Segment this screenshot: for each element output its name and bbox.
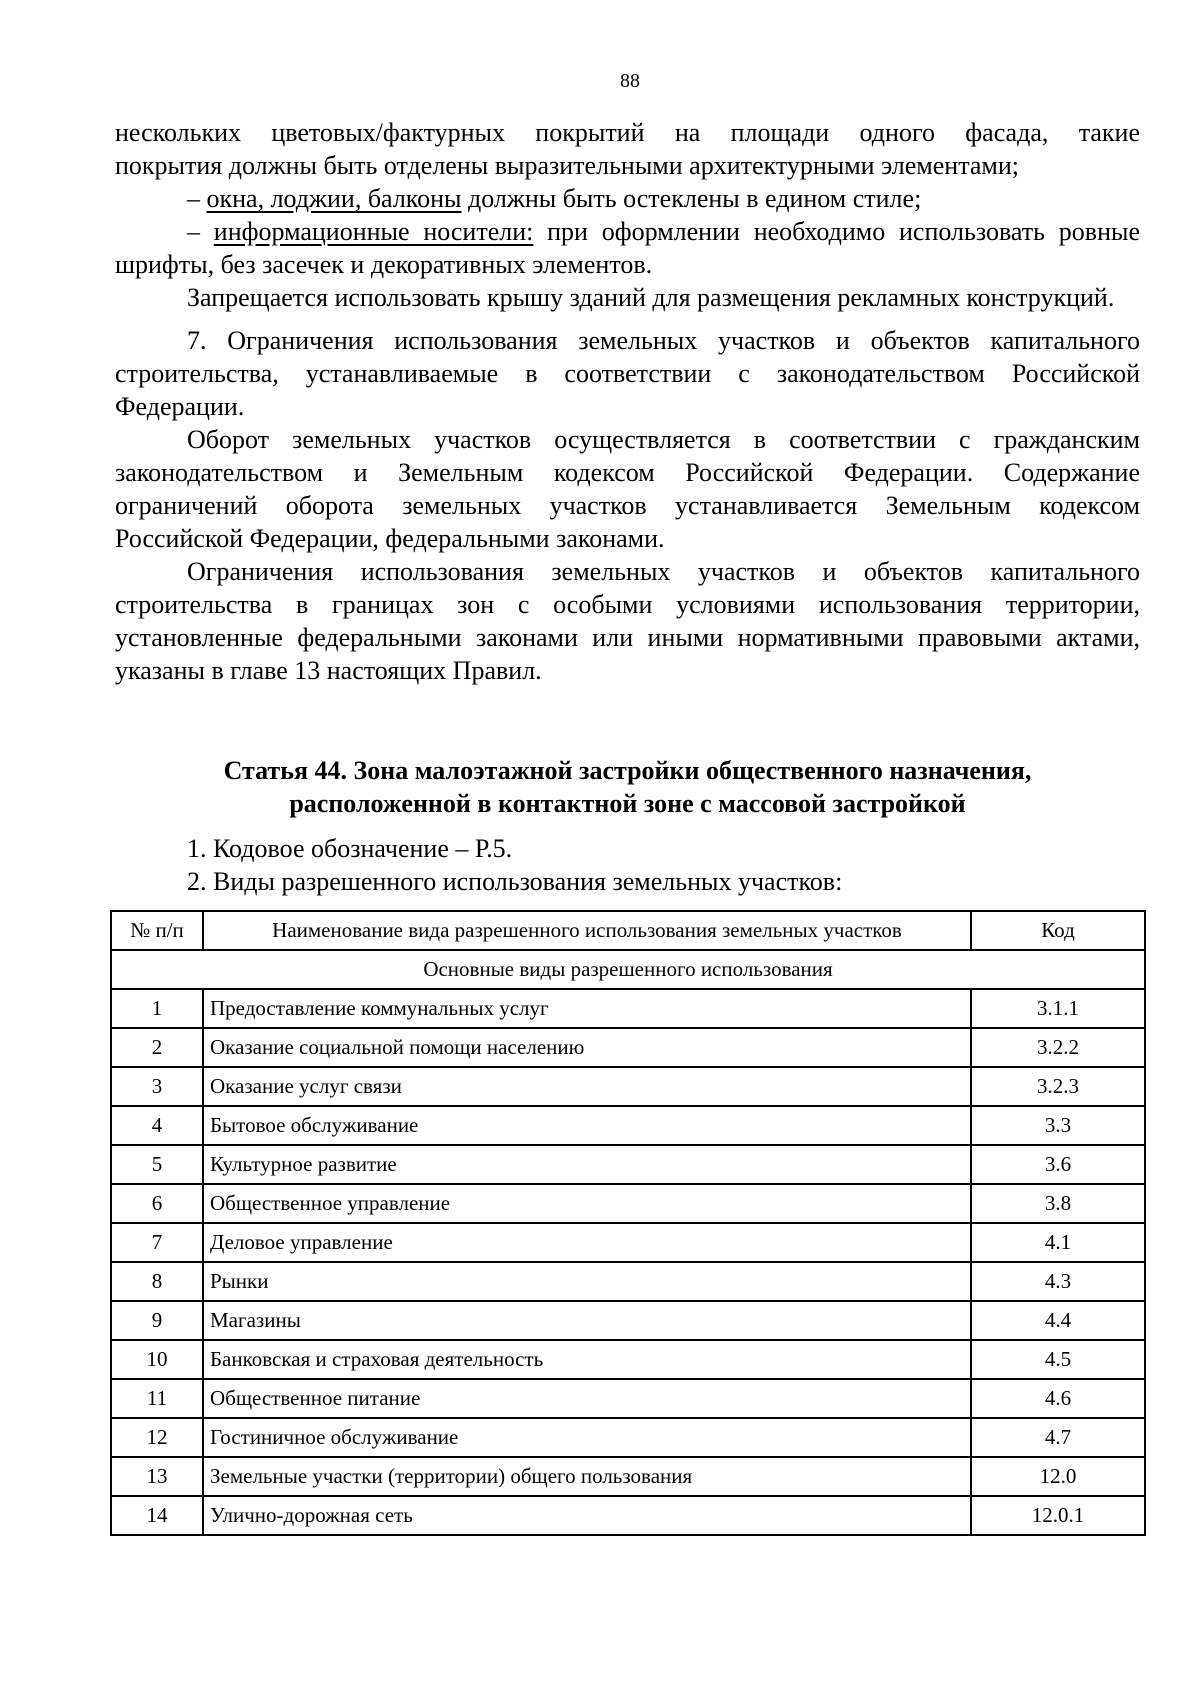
row-code: 3.8 — [971, 1184, 1145, 1223]
document-body — [115, 116, 1140, 687]
table-row — [111, 1145, 1145, 1184]
row-number: 13 — [111, 1457, 203, 1496]
code-designation: 1. Кодовое обозначение – Р.5. — [187, 834, 513, 863]
table-row — [111, 1457, 1145, 1496]
table-row — [111, 989, 1145, 1028]
list-item-text: должны быть остеклены в едином стиле; — [461, 184, 922, 213]
row-use-name: Банковская и страховая деятельность — [203, 1340, 971, 1379]
paragraph-roof-ban: Запрещается использовать крышу зданий для размещения рекламных конструкций. — [187, 283, 1115, 312]
section-row — [111, 950, 1145, 989]
table-row — [111, 1262, 1145, 1301]
row-code: 3.3 — [971, 1106, 1145, 1145]
table-row — [111, 1418, 1145, 1457]
header-code: Код — [971, 911, 1145, 950]
row-number: 1 — [111, 989, 203, 1028]
article-title-line: расположенной в контактной зоне с массовой застройкой — [289, 789, 966, 818]
row-use-name: Рынки — [203, 1262, 971, 1301]
permitted-uses-table — [110, 910, 1146, 1536]
page-number: 88 — [620, 70, 640, 92]
row-number: 5 — [111, 1145, 203, 1184]
row-number: 3 — [111, 1067, 203, 1106]
row-use-name: Оказание социальной помощи населению — [203, 1028, 971, 1067]
table-row — [111, 1340, 1145, 1379]
row-code: 12.0.1 — [971, 1496, 1145, 1535]
row-use-name: Гостиничное обслуживание — [203, 1418, 971, 1457]
list-item-info-carriers — [115, 215, 1140, 281]
list-item-text: при оформлении необходимо использовать ровные шрифты, без засечек и декоративных элементов. — [115, 217, 1140, 279]
row-code: 3.6 — [971, 1145, 1145, 1184]
table-row — [111, 1184, 1145, 1223]
underlined-term: окна, лоджии, балконы — [206, 184, 462, 213]
row-code: 12.0 — [971, 1457, 1145, 1496]
row-number: 10 — [111, 1340, 203, 1379]
row-code: 4.5 — [971, 1340, 1145, 1379]
article-title — [115, 754, 1140, 820]
row-code: 4.4 — [971, 1301, 1145, 1340]
row-number: 12 — [111, 1418, 203, 1457]
row-number: 4 — [111, 1106, 203, 1145]
row-number: 14 — [111, 1496, 203, 1535]
row-code: 4.1 — [971, 1223, 1145, 1262]
table-row — [111, 1028, 1145, 1067]
row-use-name: Общественное питание — [203, 1379, 971, 1418]
row-use-name: Культурное развитие — [203, 1145, 971, 1184]
dash: – — [187, 217, 214, 246]
row-code: 4.6 — [971, 1379, 1145, 1418]
list-item-windows — [115, 182, 1140, 215]
table-row — [111, 1496, 1145, 1535]
row-number: 11 — [111, 1379, 203, 1418]
row-use-name: Земельные участки (территории) общего пользования — [203, 1457, 971, 1496]
dash: – — [187, 184, 207, 213]
paragraph-line: покрытия должны быть отделены выразительными архитектурными элементами; — [115, 151, 1020, 180]
table-row — [111, 1067, 1145, 1106]
table-row — [111, 1379, 1145, 1418]
header-name: Наименование вида разрешенного использования земельных участков — [203, 911, 971, 950]
row-use-name: Деловое управление — [203, 1223, 971, 1262]
row-code: 3.2.3 — [971, 1067, 1145, 1106]
row-use-name: Магазины — [203, 1301, 971, 1340]
row-number: 2 — [111, 1028, 203, 1067]
row-number: 9 — [111, 1301, 203, 1340]
table-row — [111, 1106, 1145, 1145]
row-use-name: Оказание услуг связи — [203, 1067, 971, 1106]
article-title-line: Статья 44. Зона малоэтажной застройки общественного назначения, — [223, 756, 1032, 785]
paragraph-special-zones: Ограничения использования земельных участков и объектов капитального строительства в границах зон с особыми условиями использования территории, установленные федеральными законами или иными нормативными правовыми актами, указаны в главе 13 настоящих Правил. — [115, 557, 1140, 685]
permitted-uses-intro: 2. Виды разрешенного использования земельных участков: — [187, 867, 843, 896]
paragraph-land-turnover: Оборот земельных участков осуществляется в соответствии с гражданским законодательством и Земельным кодексом Российской Федерации. Содержание ограничений оборота земельных участков устанавливается Земельным кодексом Российской Федерации, федеральными законами. — [115, 425, 1140, 553]
row-code: 4.7 — [971, 1418, 1145, 1457]
underlined-term: информационные носители: — [213, 217, 534, 246]
row-code: 4.3 — [971, 1262, 1145, 1301]
header-number: № п/п — [111, 911, 203, 950]
row-number: 8 — [111, 1262, 203, 1301]
row-number: 6 — [111, 1184, 203, 1223]
table-row — [111, 1301, 1145, 1340]
row-code: 3.1.1 — [971, 989, 1145, 1028]
row-use-name: Предоставление коммунальных услуг — [203, 989, 971, 1028]
table-row — [111, 1223, 1145, 1262]
paragraph-line: нескольких цветовых/фактурных покрытий на площади одного фасада, такие — [115, 118, 1140, 147]
section-title: Основные виды разрешенного использования — [111, 950, 1145, 989]
table-header-row — [111, 911, 1145, 950]
row-code: 3.2.2 — [971, 1028, 1145, 1067]
row-use-name: Бытовое обслуживание — [203, 1106, 971, 1145]
row-use-name: Улично-дорожная сеть — [203, 1496, 971, 1535]
row-use-name: Общественное управление — [203, 1184, 971, 1223]
row-number: 7 — [111, 1223, 203, 1262]
paragraph-restrictions: 7. Ограничения использования земельных участков и объектов капитального строительства, устанавливаемые в соответствии с законодательством Российской Федерации. — [115, 326, 1140, 421]
